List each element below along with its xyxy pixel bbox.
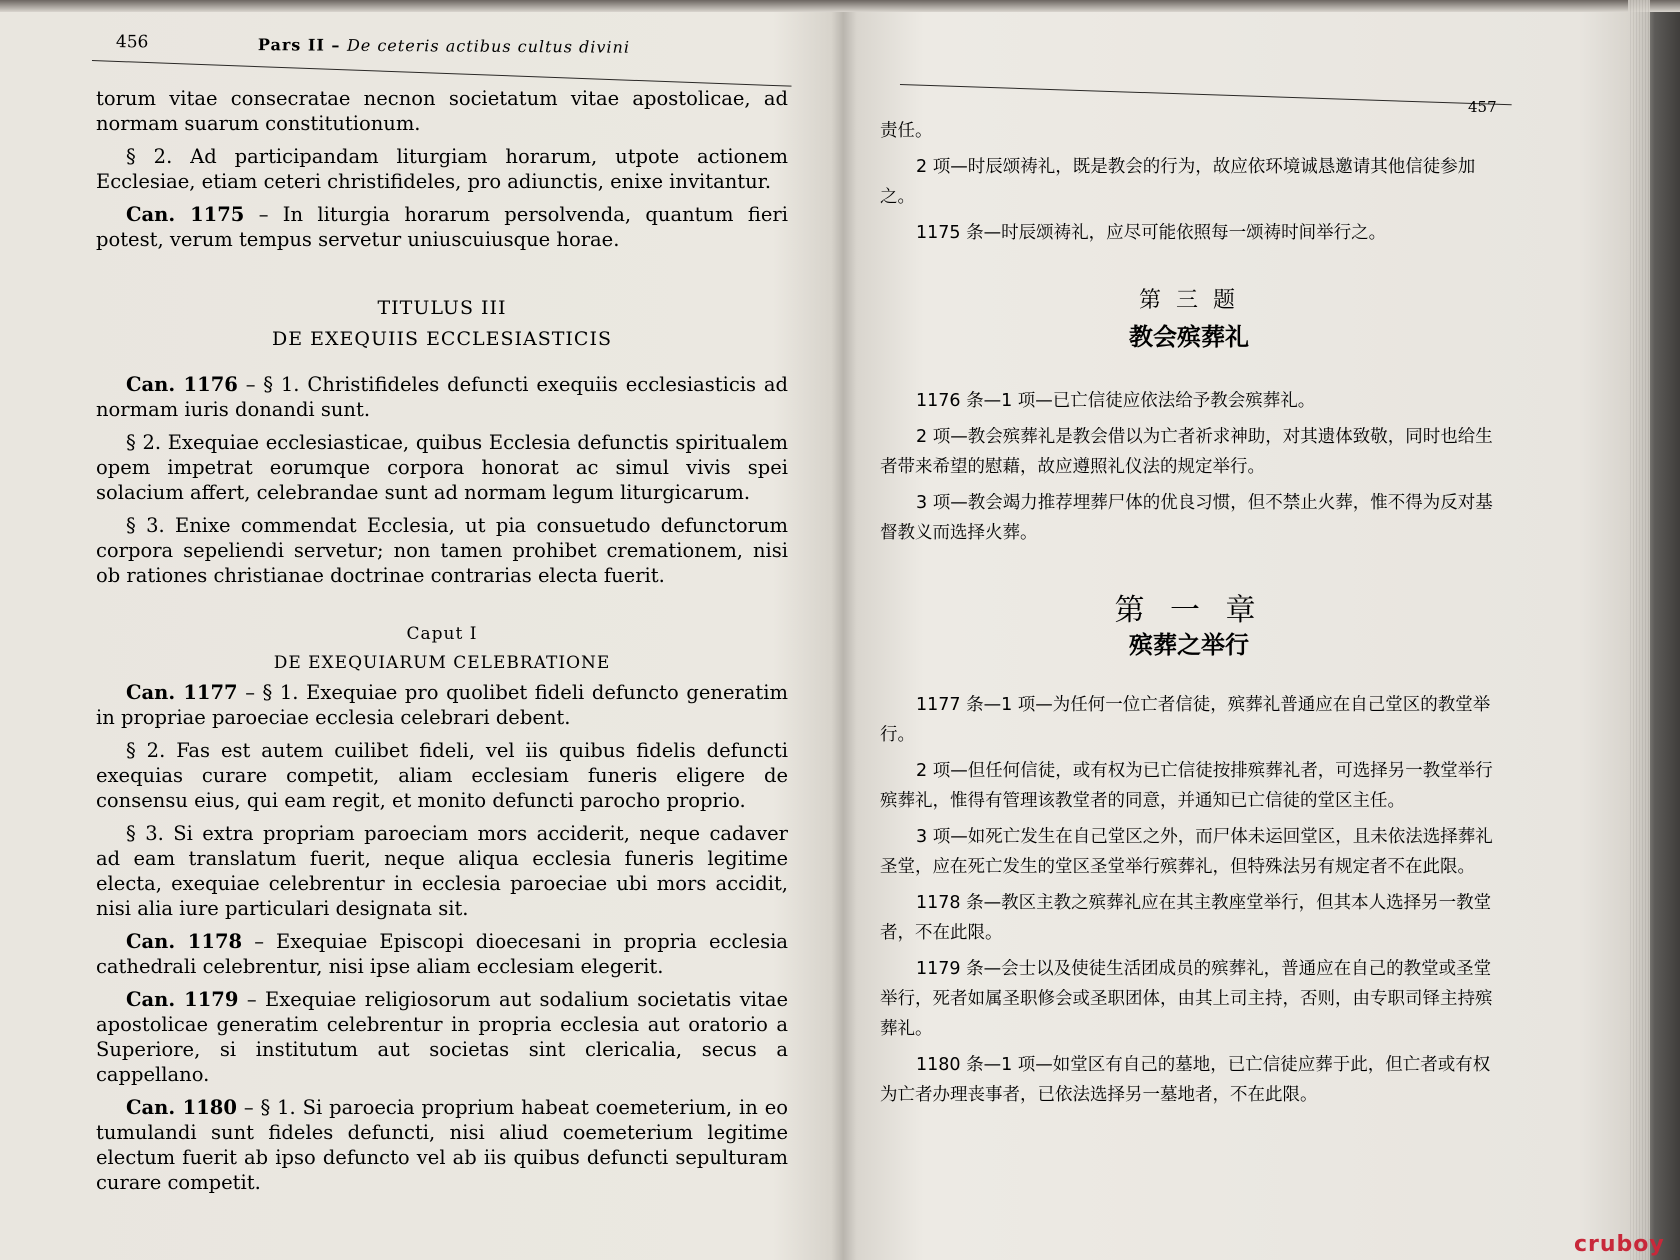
title-number-chinese: 第 三 题 [1139, 288, 1239, 313]
paragraph-1174-2: § 2. Ad participandam liturgiam horarum, utpote actionem Ecclesiae, etiam ceteri christifideles, pro adiunctis, enixe invitantur. [96, 145, 788, 193]
canon-label: Can. 1179 [126, 988, 239, 1011]
page-number-right: 457 [1468, 98, 1497, 116]
right-page-top-text [880, 116, 1498, 254]
titulus-title: DE EXEQUIIS ECCLESIASTICIS [272, 328, 612, 350]
page-number-left: 456 [115, 32, 149, 53]
canon-text: – In liturgia horarum persolvenda, quantum fieri potest, verum tempus servetur uniuscuiusque horae. [96, 203, 788, 251]
right-page-chapter-text [880, 690, 1498, 1116]
canon-1177-block [96, 680, 788, 1203]
left-page-text [96, 86, 788, 260]
caput-number: Caput I [406, 624, 478, 644]
canon-1176-p1 [96, 372, 788, 422]
chi-paragraph: 2 项—但任何信徒，或有权为已亡信徒按排殡葬礼者，可选择另一教堂举行殡葬礼，惟得有管理该教堂者的同意，并通知已亡信徒的堂区主任。 [880, 761, 1493, 811]
canon-1177-p1 [96, 680, 788, 730]
canon-label: Can. 1180 [126, 1096, 237, 1119]
right-page-title-text [880, 386, 1498, 554]
title-name-chinese: 教会殡葬礼 [1129, 323, 1249, 351]
running-head-left [96, 30, 796, 65]
chi-paragraph: 2 项—教会殡葬礼是教会借以为亡者祈求神助，对其遗体致敬，同时也给生者带来希望的慰藉，故应遵照礼仪法的规定举行。 [880, 427, 1493, 477]
chi-paragraph: 3 项—如死亡发生在自己堂区之外，而尸体未运回堂区，且未依法选择葬礼圣堂，应在死亡发生的堂区圣堂举行殡葬礼，但特殊法另有规定者不在此限。 [880, 827, 1493, 877]
canon-text: – Exequiae Episcopi dioecesani in propria ecclesia cathedrali celebrentur, nisi ipse aliam ecclesiam elegerit. [96, 930, 789, 978]
running-head-title: Pars II – De ceteris actibus cultus divini [257, 35, 631, 57]
canon-label: Can. 1178 [126, 930, 243, 953]
title-heading-chinese [880, 286, 1498, 352]
chi-paragraph: 1178 条—教区主教之殡葬礼应在其主教座堂举行，但其本人选择另一教堂者，不在此限。 [880, 893, 1492, 943]
canon-label: Can. 1175 [126, 203, 245, 226]
caput-heading [96, 622, 788, 676]
background-edge [0, 0, 1680, 12]
running-head-pars: Pars II [257, 35, 325, 55]
chi-paragraph: 1179 条—会士以及使徒生活团成员的殡葬礼，普通应在自己的教堂或圣堂举行，死者如属圣职修会或圣职团体，由其上司主持，否则，由专职司铎主持殡葬礼。 [880, 959, 1493, 1039]
canon-text: – § 1. Si paroecia proprium habeat coemeterium, in eo tumulandi sunt fideles defuncti, nisi aliud coemeterium legitime electum fuerit ab ipso defuncto vel ab iis quibus defuncti sepulturam curare competit. [96, 1096, 788, 1194]
canon-1176-p3: § 3. Enixe commendat Ecclesia, ut pia consuetudo defunctorum corpora sepeliendi servetur; non tamen prohibet cremationem, nisi ob rationes christianae doctrinae contrarias electa fuerit. [96, 514, 788, 587]
canon-1176-p2: § 2. Exequiae ecclesiasticae, quibus Ecclesia defunctis spiritualem opem impetrat eorumque corpora honorat ac simul vivis spei solacium affert, celebrandae sunt ad normam legum liturgicarum. [96, 431, 788, 504]
chi-paragraph: 1175 条—时辰颂祷礼，应尽可能依照每一颂祷时间举行之。 [916, 223, 1387, 243]
chi-paragraph: 3 项—教会竭力推荐埋葬尸体的优良习惯，但不禁止火葬，惟不得为反对基督教义而选择火葬。 [880, 493, 1493, 543]
canon-text: – Exequiae religiosorum aut sodalium societatis vitae apostolicae generatim celebrentur in propria ecclesia aut oratorio a Superiore, si institutum aut societas sint clericalia, secus a cappellano. [96, 988, 788, 1086]
caput-title: DE EXEQUIARUM CELEBRATIONE [273, 653, 611, 673]
canon-1180 [96, 1095, 788, 1195]
canon-text: – § 1. Exequiae pro quolibet fideli defuncto generatim in propriae paroeciae ecclesia celebrari debent. [96, 681, 788, 729]
watermark: cruboy [1574, 1232, 1665, 1257]
chapter-heading-chinese [880, 593, 1498, 660]
canon-label: Can. 1177 [126, 681, 238, 704]
chapter-number-chinese: 第 一 章 [1114, 593, 1264, 628]
canon-text: – § 1. Christifideles defuncti exequiis ecclesiasticis ad normam iuris donandi sunt. [96, 373, 788, 421]
chi-paragraph: 2 项—时辰颂祷礼，既是教会的行为，故应依环境诚恳邀请其他信徒参加之。 [880, 157, 1476, 207]
canon-1175 [96, 202, 788, 252]
titulus-number: TITULUS III [377, 297, 507, 319]
chi-paragraph: 1180 条—1 项—如堂区有自己的墓地，已亡信徒应葬于此，但亡者或有权为亡者办理丧事者，已依法选择另一墓地者，不在此限。 [880, 1055, 1491, 1105]
running-head-subtitle: De ceteris actibus cultus divini [346, 35, 631, 57]
chapter-name-chinese: 殡葬之举行 [1129, 631, 1249, 659]
page-stack-edge [1628, 0, 1650, 1260]
paragraph-continued: torum vitae consecratae necnon societatum vitae apostolicae, ad normam suarum constitutionum. [96, 87, 788, 135]
chi-paragraph: 1177 条—1 项—为任何一位亡者信徒，殡葬礼普通应在自己堂区的教堂举行。 [880, 695, 1491, 745]
titulus-heading [96, 296, 788, 352]
canon-1179 [96, 987, 788, 1087]
canon-1177-p2: § 2. Fas est autem cuilibet fideli, vel iis quibus fidelis defuncti exequias curare competit, aliam ecclesiam funeris eligere de consensu eius, qui eam regit, et monito defuncti parocho proprio. [96, 739, 788, 812]
canon-label: Can. 1176 [126, 373, 238, 396]
chi-paragraph: 责任。 [880, 121, 933, 141]
canon-1177-p3: § 3. Si extra propriam paroeciam mors acciderit, neque cadaver ad eam translatum fuerit, neque aliqua ecclesia funeris legitime electa, exequiae celebrentur in ecclesia paroeciae ubi mors accidit, nisi alia iure particulari designata sit. [96, 822, 788, 920]
chi-paragraph: 1176 条—1 项—已亡信徒应依法给予教会殡葬礼。 [916, 391, 1316, 411]
canon-1178 [96, 929, 788, 979]
canon-1176-block [96, 372, 788, 596]
